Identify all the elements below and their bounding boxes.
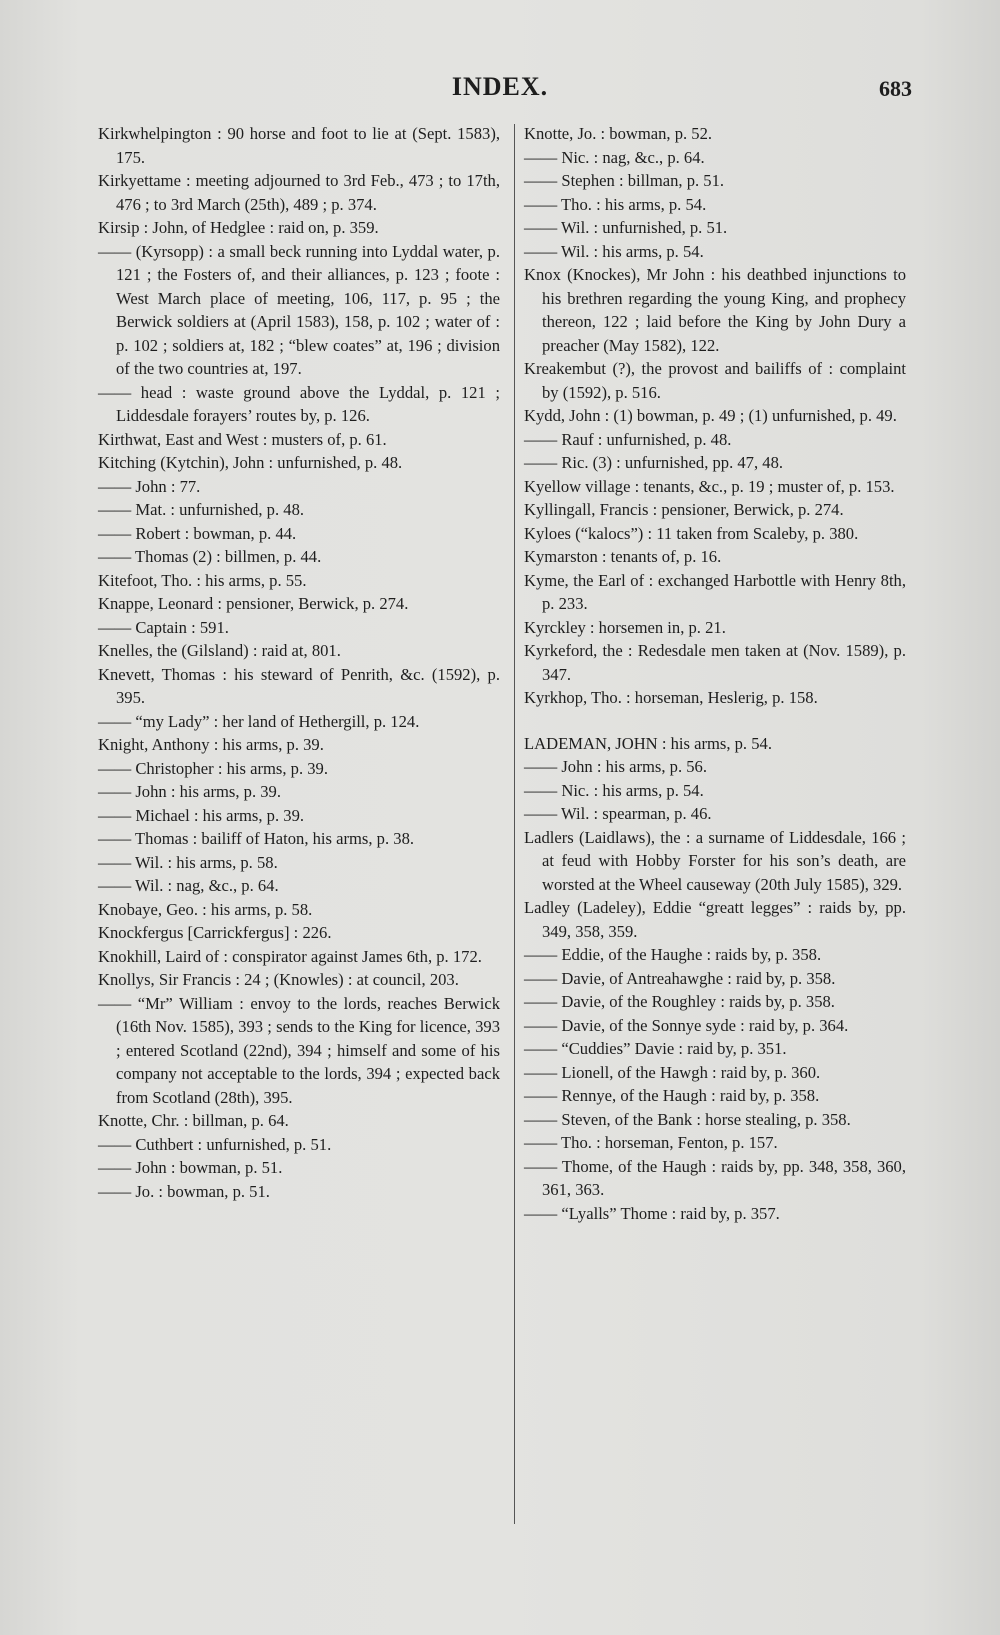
index-entry: Kydd, John : (1) bowman, p. 49 ; (1) unfurnished, p. 49. bbox=[524, 406, 897, 425]
index-entry: Kirthwat, East and West : musters of, p. 61. bbox=[98, 429, 387, 449]
index-entry: —— Thomas (2) : billmen, p. 44. bbox=[98, 547, 322, 566]
index-entry: Knelles, the (Gilsland) : raid at, 801. bbox=[98, 641, 341, 660]
index-entry: —— Wil. : his arms, p. 54. bbox=[524, 241, 704, 261]
index-entry: Kyllingall, Francis : pensioner, Berwick, p. 274. bbox=[524, 500, 844, 519]
index-entry: —— Steven, of the Bank : horse stealing, p. 358. bbox=[524, 1109, 851, 1129]
page-number: 683 bbox=[879, 76, 912, 101]
index-entry: —— Stephen : billman, p. 51. bbox=[524, 171, 725, 190]
index-entry: —— Rennye, of the Haugh : raid by, p. 358. bbox=[524, 1086, 820, 1105]
index-entry: Ladlers (Laidlaws), the : a surname of Liddesdale, 166 ; at feud with Hobby Forster for his son’s death, are worsted at the Wheel causeway (20th July 1585), 329. bbox=[524, 827, 906, 894]
index-entry: Kyme, the Earl of : exchanged Harbottle with Henry 8th, p. 233. bbox=[524, 570, 906, 613]
index-entry: Knight, Anthony : his arms, p. 39. bbox=[98, 735, 324, 754]
index-entry: —— Lionell, of the Hawgh : raid by, p. 360. bbox=[524, 1062, 821, 1082]
index-entry: Kyrkeford, the : Redesdale men taken at (Nov. 1589), p. 347. bbox=[524, 641, 906, 684]
index-entry: —— Wil. : spearman, p. 46. bbox=[524, 804, 712, 823]
index-entry: —— “Lyalls” Thome : raid by, p. 357. bbox=[524, 1203, 780, 1223]
index-entry: Knokhill, Laird of : conspirator against James 6th, p. 172. bbox=[98, 946, 482, 966]
index-entry: —— Jo. : bowman, p. 51. bbox=[98, 1181, 270, 1201]
index-entry: LADEMAN, JOHN : his arms, p. 54. bbox=[524, 733, 772, 753]
index-entry: Kirkyettame : meeting adjourned to 3rd Feb., 473 ; to 17th, 476 ; to 3rd March (25th), 489 ; p. 374. bbox=[98, 171, 500, 214]
index-entry: —— John : his arms, p. 56. bbox=[524, 757, 707, 776]
index-entry: —— Tho. : horseman, Fenton, p. 157. bbox=[524, 1133, 778, 1152]
index-entry: —— Wil. : his arms, p. 58. bbox=[98, 852, 278, 872]
index-entry: Knevett, Thomas : his steward of Penrith, &c. (1592), p. 395. bbox=[98, 664, 500, 707]
index-entry: Kirkwhelpington : 90 horse and foot to lie at (Sept. 1583), 175. bbox=[98, 124, 500, 167]
page-title: INDEX. bbox=[451, 72, 549, 101]
section-gap bbox=[524, 710, 906, 732]
index-entry: —— Eddie, of the Haughe : raids by, p. 358. bbox=[524, 945, 822, 964]
index-entry: —— Michael : his arms, p. 39. bbox=[98, 805, 305, 825]
running-head bbox=[0, 72, 1000, 112]
index-entry: —— John : 77. bbox=[98, 476, 201, 496]
index-entry: —— Mat. : unfurnished, p. 48. bbox=[98, 500, 305, 519]
index-entry: —— “Mr” William : envoy to the lords, reaches Berwick (16th Nov. 1585), 393 ; sends to the King for licence, 393 ; entered Scotland (22nd), 394 ; himself and some of his company not acceptable to the lords, 394 ; expected back from Scotland (28th), 395. bbox=[98, 993, 500, 1107]
index-entry: Kyrckley : horsemen in, p. 21. bbox=[524, 617, 726, 637]
index-entry: Ladley (Ladeley), Eddie “greatt legges” : raids by, pp. 349, 358, 359. bbox=[524, 898, 906, 941]
right-column bbox=[524, 122, 906, 1225]
index-entry: Kirsip : John, of Hedglee : raid on, p. 359. bbox=[98, 218, 379, 237]
index-entry: —— Robert : bowman, p. 44. bbox=[98, 523, 297, 543]
index-entry: —— Ric. (3) : unfurnished, pp. 47, 48. bbox=[524, 453, 784, 472]
index-entry: —— Nic. : his arms, p. 54. bbox=[524, 780, 704, 800]
index-entry: —— Davie, of the Sonnye syde : raid by, p. 364. bbox=[524, 1015, 849, 1035]
index-entry: Kyloes (“kalocs”) : 11 taken from Scaleby, p. 380. bbox=[524, 523, 859, 543]
index-entry: Kitefoot, Tho. : his arms, p. 55. bbox=[98, 570, 307, 590]
index-entry: —— Christopher : his arms, p. 39. bbox=[98, 758, 328, 778]
index-entry: Kymarston : tenants of, p. 16. bbox=[524, 547, 722, 566]
index-entry: Knotte, Chr. : billman, p. 64. bbox=[98, 1111, 289, 1130]
index-entry: —— Tho. : his arms, p. 54. bbox=[524, 194, 707, 214]
index-entry: Knotte, Jo. : bowman, p. 52. bbox=[524, 124, 713, 143]
left-column bbox=[98, 122, 500, 1203]
index-entry: —— Wil. : unfurnished, p. 51. bbox=[524, 218, 728, 237]
index-entry: —— John : his arms, p. 39. bbox=[98, 782, 281, 801]
index-entry: —— Nic. : nag, &c., p. 64. bbox=[524, 147, 705, 167]
index-entry: Knockfergus [Carrickfergus] : 226. bbox=[98, 923, 332, 942]
index-entry: —— Thomas : bailiff of Haton, his arms, p. 38. bbox=[98, 829, 415, 848]
index-entry: —— Wil. : nag, &c., p. 64. bbox=[98, 876, 279, 895]
right-column-l-entries bbox=[524, 732, 906, 1226]
index-entry: —— Cuthbert : unfurnished, p. 51. bbox=[98, 1134, 332, 1154]
index-entry: Kitching (Kytchin), John : unfurnished, p. 48. bbox=[98, 453, 403, 472]
index-entry: —— Rauf : unfurnished, p. 48. bbox=[524, 429, 732, 449]
column-divider bbox=[514, 124, 515, 1524]
index-entry: Kyellow village : tenants, &c., p. 19 ; muster of, p. 153. bbox=[524, 476, 895, 496]
index-entry: —— Thome, of the Haugh : raids by, pp. 348, 358, 360, 361, 363. bbox=[524, 1156, 906, 1199]
index-entry: —— “Cuddies” Davie : raid by, p. 351. bbox=[524, 1039, 787, 1058]
index-entry: —— Captain : 591. bbox=[98, 617, 229, 637]
index-entry: —— Davie, of the Roughley : raids by, p. 358. bbox=[524, 992, 835, 1011]
index-entry: —— (Kyrsopp) : a small beck running into Lyddal water, p. 121 ; the Fosters of, and their alliances, p. 123 ; foote : West March place of meeting, 106, 117, p. 95 ; the Berwick soldiers at (April 1583), 158, p. 102 ; water of : p. 102 ; soldiers at, 182 ; “blew coates” at, 196 ; division of the two countries at, 197. bbox=[98, 241, 500, 378]
index-entry: —— Davie, of Antreahawghe : raid by, p. 358. bbox=[524, 968, 836, 988]
index-entry: Knobaye, Geo. : his arms, p. 58. bbox=[98, 899, 313, 919]
right-column-k-entries bbox=[524, 122, 906, 710]
index-entry: Knox (Knockes), Mr John : his deathbed injunctions to his brethren regarding the young King, and prophecy thereon, 122 ; laid before the King by John Dury a preacher (May 1582), 122. bbox=[524, 265, 906, 355]
index-entry: —— “my Lady” : her land of Hethergill, p. 124. bbox=[98, 711, 420, 731]
index-entry: Knappe, Leonard : pensioner, Berwick, p. 274. bbox=[98, 594, 409, 613]
index-entry: Kyrkhop, Tho. : horseman, Heslerig, p. 158. bbox=[524, 688, 818, 707]
index-entry: —— head : waste ground above the Lyddal, p. 121 ; Liddesdale forayers’ routes by, p. 126. bbox=[98, 382, 500, 425]
index-entry: Knollys, Sir Francis : 24 ; (Knowles) : at council, 203. bbox=[98, 970, 459, 989]
index-entry: Kreakembut (?), the provost and bailiffs of : complaint by (1592), p. 516. bbox=[524, 359, 906, 402]
index-entry: —— John : bowman, p. 51. bbox=[98, 1158, 283, 1177]
